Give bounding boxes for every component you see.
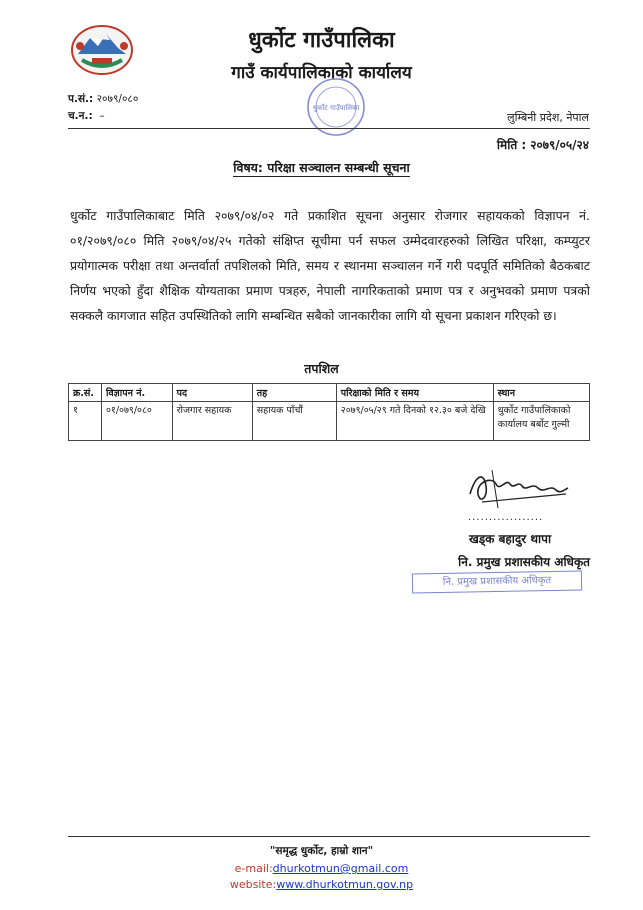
office-title: धुर्कोट गाउँपालिका (248, 28, 395, 53)
footer-email (0, 862, 643, 875)
cell-venue: धुर्कोट गाउँपालिकाको कार्यालय बर्बोट गुल्मी (493, 402, 589, 441)
table-header-row (69, 384, 590, 402)
header-venue: स्थान (493, 384, 589, 402)
table-row (69, 402, 590, 441)
header-level: तह (252, 384, 336, 402)
cell-post: रोजगार सहायक (172, 402, 252, 441)
post-stamp: नि. प्रमुख प्रशासकीय अधिकृत (412, 571, 582, 594)
seal-text: धुर्कोट गाउँपालिका (312, 104, 360, 112)
cell-datetime: २०७९/०५/२९ गते दिनको १२.३० बजे देखि (336, 402, 493, 441)
subject-text: विषय: परिक्षा सञ्चालन सम्बन्धी सूचना (233, 160, 410, 175)
date-line: मिति : २०७९/०५/२४ (496, 138, 589, 152)
province-label: लुम्बिनी प्रदेश, नेपाल (507, 111, 589, 124)
cell-ad-no: ०१/०७९/०८० (101, 402, 172, 441)
signatory-name: खड्क बहादुर थापा (468, 532, 552, 546)
cell-serial: १ (69, 402, 102, 441)
header-ad-no: विज्ञापन नं. (101, 384, 172, 402)
reference-numbers (68, 92, 138, 123)
schedule-table (68, 383, 590, 441)
header-post: पद (172, 384, 252, 402)
website-label: website: (229, 878, 277, 891)
signature-dots: .................. (468, 512, 544, 523)
notice-body: धुर्कोट गाउँपालिकाबाट मिति २०७९/०४/०२ गते प्रकाशित सूचना अनुसार रोजगार सहायकको विज्ञापन नं. ०१/२०७९/०८० मिति २०७९/०४/२५ गतेको संक्षिप्त सूचीमा पर्न सफल उम्मेदवारहरुको लिखित परिक्षा, कम्प्युटर प्रयोगात्मक परीक्षा तथा अन्तर्वार्ता तपशिलको मिति, समय र स्थानमा सञ्चालन गर्ने गरी पदपूर्ति समितिको बैठकबाट निर्णय भएको हुँदा शैक्षिक योग्यताका प्रमाण पत्रहरु, नेपाली नागरिकताको प्रमाण पत्र र अनुभवको प्रमाण पत्रको सक्कलै कागजात सहित उपस्थितिको लागि सम्बन्धित सबैको जानकारीका लागि यो सूचना प्रकाशन गरिएको छ। (70, 208, 590, 323)
footer-website (0, 878, 643, 891)
header-datetime: परिक्षाको मिति र समय (336, 384, 493, 402)
email-label: e-mail: (234, 862, 273, 875)
pa-label: प.सं.: (68, 93, 94, 105)
header-divider (68, 128, 590, 129)
signatory-post: नि. प्रमुख प्रशासकीय अधिकृत (458, 555, 590, 569)
details-heading: तपशिल (304, 361, 339, 376)
signature-icon (462, 464, 574, 514)
office-subtitle: गाउँ कार्यपालिकाको कार्यालय (231, 63, 412, 83)
cha-value: – (99, 110, 105, 122)
footer-divider (68, 836, 590, 837)
footer-slogan: "समृद्ध धुर्कोट, हाम्रो शान" (269, 845, 374, 857)
subject-line (0, 159, 643, 176)
pa-value: २०७९/०८० (96, 93, 139, 105)
header-serial: क्र.सं. (69, 384, 102, 402)
website-link[interactable]: www.dhurkotmun.gov.np (276, 878, 414, 891)
cell-level: सहायक पाँचौं (252, 402, 336, 441)
email-link[interactable]: dhurkotmun@gmail.com (272, 862, 409, 875)
cha-label: च.न.: (68, 110, 93, 122)
